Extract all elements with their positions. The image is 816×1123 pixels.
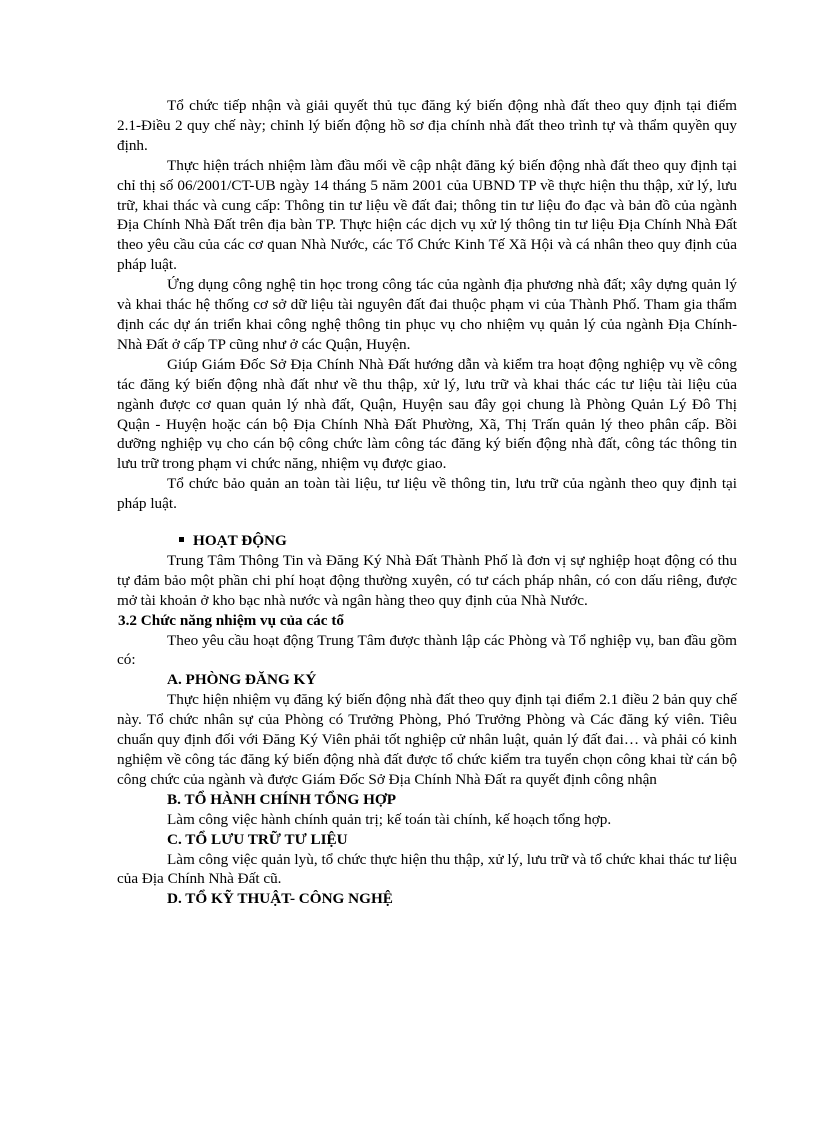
paragraph-intro-3: Ứng dụng công nghệ tin học trong công tác của ngành địa phương nhà đất; xây dựng quản lý và khai thác hệ thống cơ sở dữ liệu tài nguyên đất đai thuộc phạm vi của Thành Phố. Tham gia thẩm định các dự án triển khai công nghệ thông tin phục vụ cho nhiệm vụ quản lý của ngành Địa Chính- Nhà Đất ở cấp TP cũng như ở các Quận, Huyện. — [117, 276, 737, 353]
subheading-c: C. TỔ LƯU TRỮ TƯ LIỆU — [167, 830, 348, 848]
paragraph-intro-5: Tổ chức bảo quản an toàn tài liệu, tư liệu về thông tin, lưu trữ của ngành theo quy định tại pháp luật. — [117, 475, 737, 513]
subheading-b: B. TỔ HÀNH CHÍNH TỔNG HỢP — [167, 790, 396, 808]
paragraph-a: Thực hiện nhiệm vụ đăng ký biến động nhà đất theo quy định tại điểm 2.1 điều 2 bản quy chế này. Tổ chức nhân sự của Phòng có Trưởng Phòng, Phó Trưởng Phòng và Các đăng ký viên. Tiêu chuẩn quy định đối với Đăng Ký Viên phải tốt nghiệp cử nhân luật, quản lý đất đai… và phải có kinh nghiệm về công tác đăng ký biến động nhà đất được tổ chức kiểm tra tuyển chọn công khai từ cán bộ công chức của ngành và được Giám Đốc Sở Địa Chính Nhà Đất ra quyết định công nhận — [117, 691, 737, 788]
paragraph-intro-1: Tổ chức tiếp nhận và giải quyết thủ tục đăng ký biến động nhà đất theo quy định tại điểm 2.1-Điều 2 quy chế này; chỉnh lý biến động hồ sơ địa chính nhà đất theo trình tự và thẩm quyền quy định. — [117, 97, 737, 154]
heading-hoat-dong-text: HOẠT ĐỘNG — [193, 532, 287, 550]
section-heading-3-2: 3.2 Chức năng nhiệm vụ của các tổ — [118, 611, 344, 629]
square-bullet-icon — [179, 537, 184, 542]
paragraph-c: Làm công việc quản lyù, tổ chức thực hiện thu thập, xử lý, lưu trữ và tổ chức khai thác tư liệu của Địa Chính Nhà Đất cũ. — [117, 850, 737, 888]
paragraph-intro-4: Giúp Giám Đốc Sở Địa Chính Nhà Đất hướng dẫn và kiểm tra hoạt động nghiệp vụ về công tác đăng ký biến động nhà đất như về thu thập, xử lý, lưu trữ và khai thác các tư liệu tài liệu của ngành được cơ quan quản lý nhà đất, Quận, Huyện sau đây gọi chung là Phòng Quản Lý Đô Thị Quận - Huyện hoặc cán bộ Địa Chính Nhà Đất Phường, Xã, Thị Trấn quản lý theo phân cấp. Bồi dưỡng nghiệp vụ cho cán bộ công chức làm công tác đăng ký biến động nhà đất, công tác thông tin lưu trữ trong phạm vi chức năng, nhiệm vụ được giao. — [117, 355, 737, 473]
document-body — [117, 96, 737, 909]
paragraph-section-intro: Theo yêu cầu hoạt động Trung Tâm được thành lập các Phòng và Tổ nghiệp vụ, ban đầu gồm có: — [117, 631, 737, 669]
paragraph-hoat-dong: Trung Tâm Thông Tin và Đăng Ký Nhà Đất Thành Phố là đơn vị sự nghiệp hoạt động có thu tự đảm bảo một phần chi phí hoạt động thường xuyên, có tư cách pháp nhân, có con dấu riêng, được mở tài khoản ở kho bạc nhà nước và ngân hàng theo quy định của Nhà Nước. — [117, 551, 737, 609]
paragraph-intro-2: Thực hiện trách nhiệm làm đầu mối về cập nhật đăng ký biến động nhà đất theo quy định tại chỉ thị số 06/2001/CT-UB ngày 14 tháng 5 năm 2001 của UBND TP về thực hiện thu thập, xử lý, lưu trữ, khai thác và cung cấp: Thông tin tư liệu về đất đai; thông tin tư liệu đo đạc và bản đồ của ngành Địa Chính Nhà Đất trên địa bàn TP. Thực hiện các dịch vụ xử lý thông tin tư liệu Địa Chính Nhà Đất theo yêu cầu của các cơ quan Nhà Nước, các Tổ Chức Kinh Tế Xã Hội và cá nhân theo quy định của pháp luật. — [117, 156, 737, 274]
paragraph-b: Làm công việc hành chính quản trị; kế toán tài chính, kế hoạch tổng hợp. — [167, 810, 612, 828]
heading-hoat-dong — [117, 531, 737, 551]
subheading-a: A. PHÒNG ĐĂNG KÝ — [167, 671, 317, 689]
subheading-d: D. TỔ KỸ THUẬT- CÔNG NGHỆ — [167, 890, 393, 908]
